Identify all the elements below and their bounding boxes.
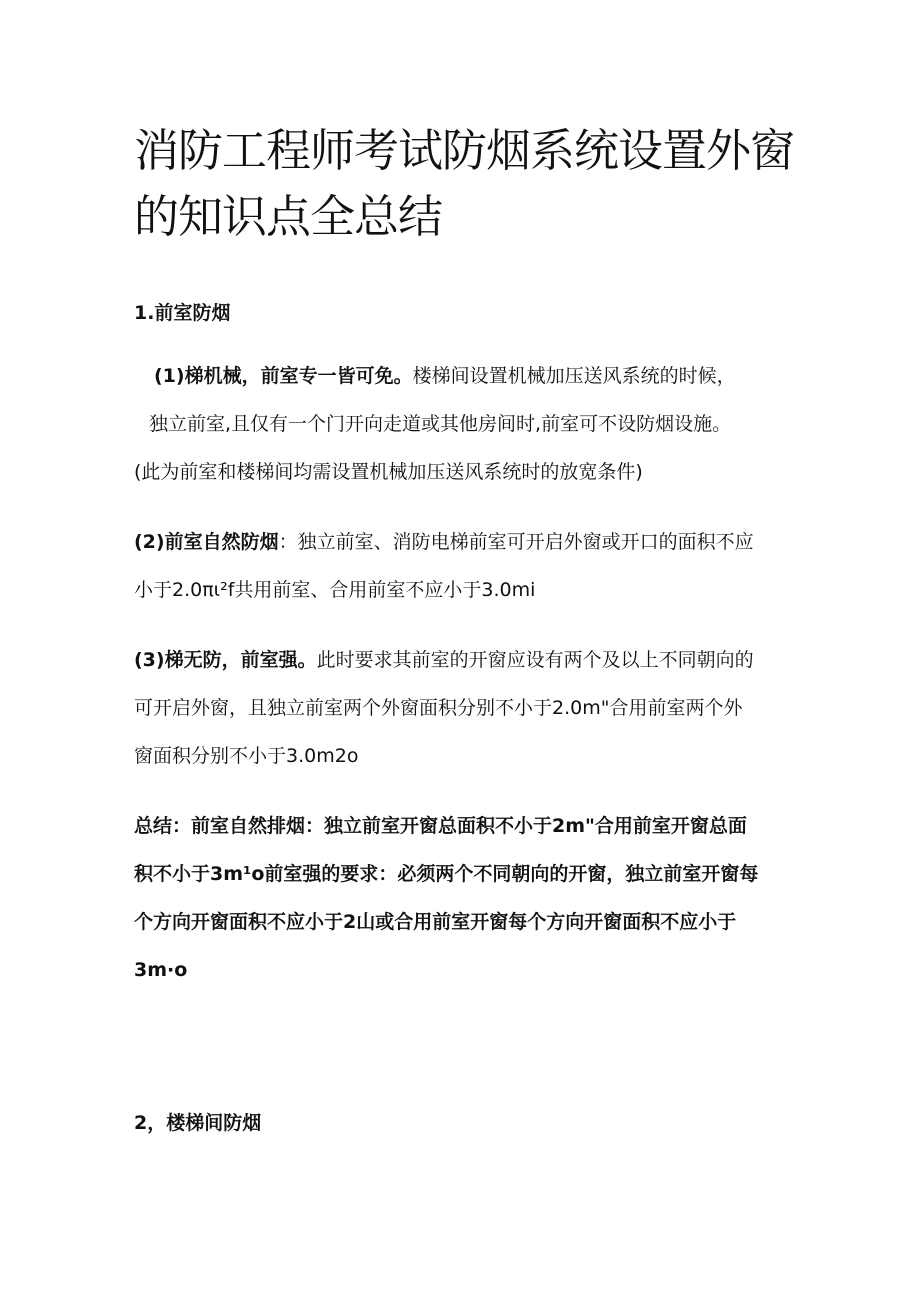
item-3-line-2: 可开启外窗，且独立前室两个外窗面积分别不小于2.0m"合用前室两个外 xyxy=(134,697,743,719)
item-2-paragraph xyxy=(134,518,794,614)
item-2-number: (2) xyxy=(134,531,165,553)
section-2-heading: 2，楼梯间防烟 xyxy=(134,1112,262,1134)
item-3-number: (3) xyxy=(134,649,165,671)
summary-line-2: 积不小于3m¹o前室强的要求：必须两个不同朝向的开窗，独立前室开窗每 xyxy=(134,863,759,885)
item-1-paragraph xyxy=(134,352,794,496)
summary-line-1: 总结：前室自然排烟：独立前室开窗总面积不小于2m"合用前室开窗总面 xyxy=(134,815,747,837)
item-3-label: 梯无防，前室强。 xyxy=(164,649,317,671)
item-3-line-3: 窗面积分别不小于3.0m2o xyxy=(134,745,359,767)
item-2-text: ：独立前室、消防电梯前室可开启外窗或开口的面积不应 xyxy=(278,531,754,553)
document-title xyxy=(134,118,834,250)
title-line-1: 消防工程师考试防烟系统设置外窗 xyxy=(134,124,795,177)
item-2-label: 前室自然防烟 xyxy=(164,531,279,553)
item-3-paragraph xyxy=(134,636,794,780)
title-line-2: 的知识点全总结 xyxy=(134,190,443,243)
section-1-heading: 1.前室防烟 xyxy=(134,302,231,324)
item-1-line-1 xyxy=(134,352,794,400)
summary-paragraph xyxy=(134,802,794,994)
item-2-line-2: 小于2.0πι²f共用前室、合用前室不应小于3.0mi xyxy=(134,579,536,601)
item-1-line-3: (此为前室和楼梯间均需设置机械加压送风系统时的放宽条件) xyxy=(134,461,643,483)
item-3-text: 此时要求其前室的开窗应设有两个及以上不同朝向的 xyxy=(316,649,754,671)
item-1-text: 楼梯间设置机械加压送风系统的时候， xyxy=(412,365,736,387)
item-1-line-2: 独立前室,且仅有一个门开向走道或其他房间时,前室可不设防烟设施。 xyxy=(149,413,732,435)
item-1-label: (1)梯机械，前室专一皆可免。 xyxy=(154,365,413,387)
item-3-line-1 xyxy=(134,636,794,684)
item-2-line-1 xyxy=(134,518,794,566)
summary-line-4: 3m·o xyxy=(134,959,188,981)
summary-line-3: 个方向开窗面积不应小于2山或合用前室开窗每个方向开窗面积不应小于 xyxy=(134,911,737,933)
